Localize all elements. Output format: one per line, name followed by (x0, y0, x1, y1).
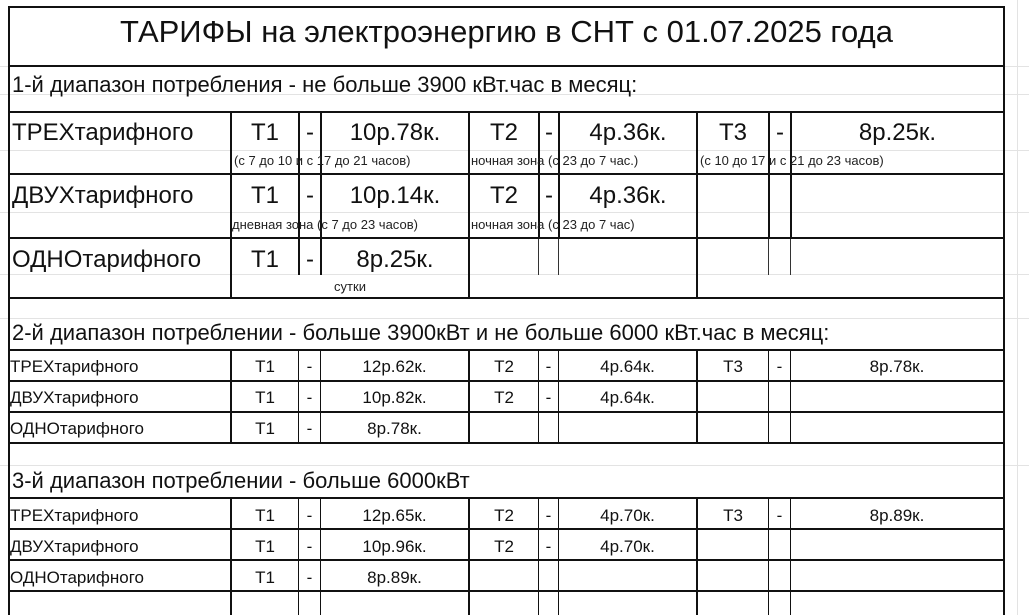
zone-t2: Т2 (494, 388, 514, 407)
col-border (768, 239, 769, 275)
zone-note: (с 7 до 10 и с 17 до 21 часов) (234, 153, 411, 168)
dash: - (776, 119, 784, 146)
zone-note: дневная зона (с 7 до 23 часов) (232, 217, 418, 232)
zone-note: (с 10 до 17 и с 21 до 23 часов) (700, 153, 884, 168)
price-t3: 8р.25к. (858, 119, 937, 146)
tariff-label: ОДНОтарифного (12, 246, 202, 273)
price-t1: 10р.96к. (362, 537, 427, 556)
dash: - (545, 506, 552, 525)
price-t1: 12р.62к. (362, 357, 427, 376)
border (8, 442, 1005, 444)
grid-line (0, 274, 1029, 275)
dash: - (306, 419, 313, 438)
price-t2: 4р.64к. (600, 357, 655, 376)
border (8, 590, 1005, 592)
price-t1: 8р.89к. (367, 568, 422, 587)
range2-heading: 2-й диапазон потреблении - больше 3900кВт и не больше 6000 кВт.час в месяц: (12, 320, 830, 345)
tariff-label: ТРЕХтарифного (10, 506, 139, 525)
zone-t1: Т1 (255, 357, 275, 376)
zone-note: ночная зона (с 23 до 7 час) (471, 217, 635, 232)
border (8, 111, 1005, 113)
tariff-label: ТРЕХтарифного (12, 119, 194, 146)
grid-line (0, 212, 1029, 213)
zone-t2: Т2 (494, 537, 514, 556)
price-t2: 4р.64к. (600, 388, 655, 407)
dash: - (776, 506, 783, 525)
dash: - (776, 357, 783, 376)
zone-t1: Т1 (255, 419, 275, 438)
border (8, 237, 1005, 239)
dash: - (545, 388, 552, 407)
tariff-label: ДВУХтарифного (12, 182, 194, 209)
dash: - (306, 119, 314, 146)
zone-t3: Т3 (723, 357, 743, 376)
zone-t2: Т2 (489, 182, 518, 209)
border (8, 559, 1005, 561)
border-top (8, 6, 1005, 8)
dash: - (306, 537, 313, 556)
dash: - (306, 246, 314, 273)
border (8, 297, 1005, 299)
zone-t1: Т1 (255, 568, 275, 587)
border (8, 497, 1005, 499)
price-t1: 10р.78к. (349, 119, 441, 146)
zone-note: ночная зона (с 23 до 7 час.) (471, 153, 639, 168)
grid-line (1017, 0, 1018, 615)
dash: - (306, 568, 313, 587)
zone-t3: Т3 (723, 506, 743, 525)
price-t2: 4р.70к. (600, 506, 655, 525)
zone-note: сутки (334, 279, 366, 294)
zone-t1: Т1 (255, 388, 275, 407)
col-border (790, 239, 791, 275)
dash: - (306, 357, 313, 376)
zone-t2: Т2 (489, 119, 518, 146)
tariff-label: ОДНОтарифного (10, 568, 144, 587)
border (8, 349, 1005, 351)
border (8, 411, 1005, 413)
price-t1: 10р.82к. (362, 388, 427, 407)
zone-t2: Т2 (494, 357, 514, 376)
price-t2: 4р.36к. (589, 182, 667, 209)
zone-t1: Т1 (250, 182, 279, 209)
border-title-bottom (8, 65, 1005, 67)
dash: - (306, 506, 313, 525)
dash: - (545, 537, 552, 556)
col-border (558, 239, 559, 275)
zone-t1: Т1 (255, 506, 275, 525)
price-t1: 8р.25к. (356, 246, 434, 273)
border (8, 380, 1005, 382)
dash: - (306, 182, 314, 209)
tariff-label: ДВУХтарифного (10, 388, 139, 407)
zone-t2: Т2 (494, 506, 514, 525)
zone-t1: Т1 (250, 246, 279, 273)
dash: - (545, 182, 553, 209)
page-title: ТАРИФЫ на электроэнергию в СНТ с 01.07.2025 года (120, 14, 893, 49)
zone-t1: Т1 (255, 537, 275, 556)
range1-heading: 1-й диапазон потребления - не больше 3900 кВт.час в месяц: (12, 72, 638, 97)
dash: - (545, 119, 553, 146)
price-t1: 8р.78к. (367, 419, 422, 438)
border (8, 528, 1005, 530)
price-t1: 12р.65к. (362, 506, 427, 525)
zone-t1: Т1 (250, 119, 279, 146)
grid-line (0, 465, 1029, 466)
price-t3: 8р.89к. (869, 506, 925, 525)
price-t1: 10р.14к. (349, 182, 441, 209)
tariff-label: ТРЕХтарифного (10, 357, 139, 376)
price-t3: 8р.78к. (869, 357, 925, 376)
grid-line (0, 318, 1029, 319)
dash: - (306, 388, 313, 407)
dash: - (545, 357, 552, 376)
range3-heading: 3-й диапазон потреблении - больше 6000кВт (12, 468, 470, 493)
border (8, 173, 1005, 175)
price-t2: 4р.70к. (600, 537, 655, 556)
tariff-label: ОДНОтарифного (10, 419, 144, 438)
price-t2: 4р.36к. (589, 119, 667, 146)
border-right (1003, 6, 1005, 615)
grid-line (0, 150, 1029, 151)
tariff-label: ДВУХтарифного (10, 537, 139, 556)
zone-t3: Т3 (718, 119, 747, 146)
col-border (538, 239, 539, 275)
